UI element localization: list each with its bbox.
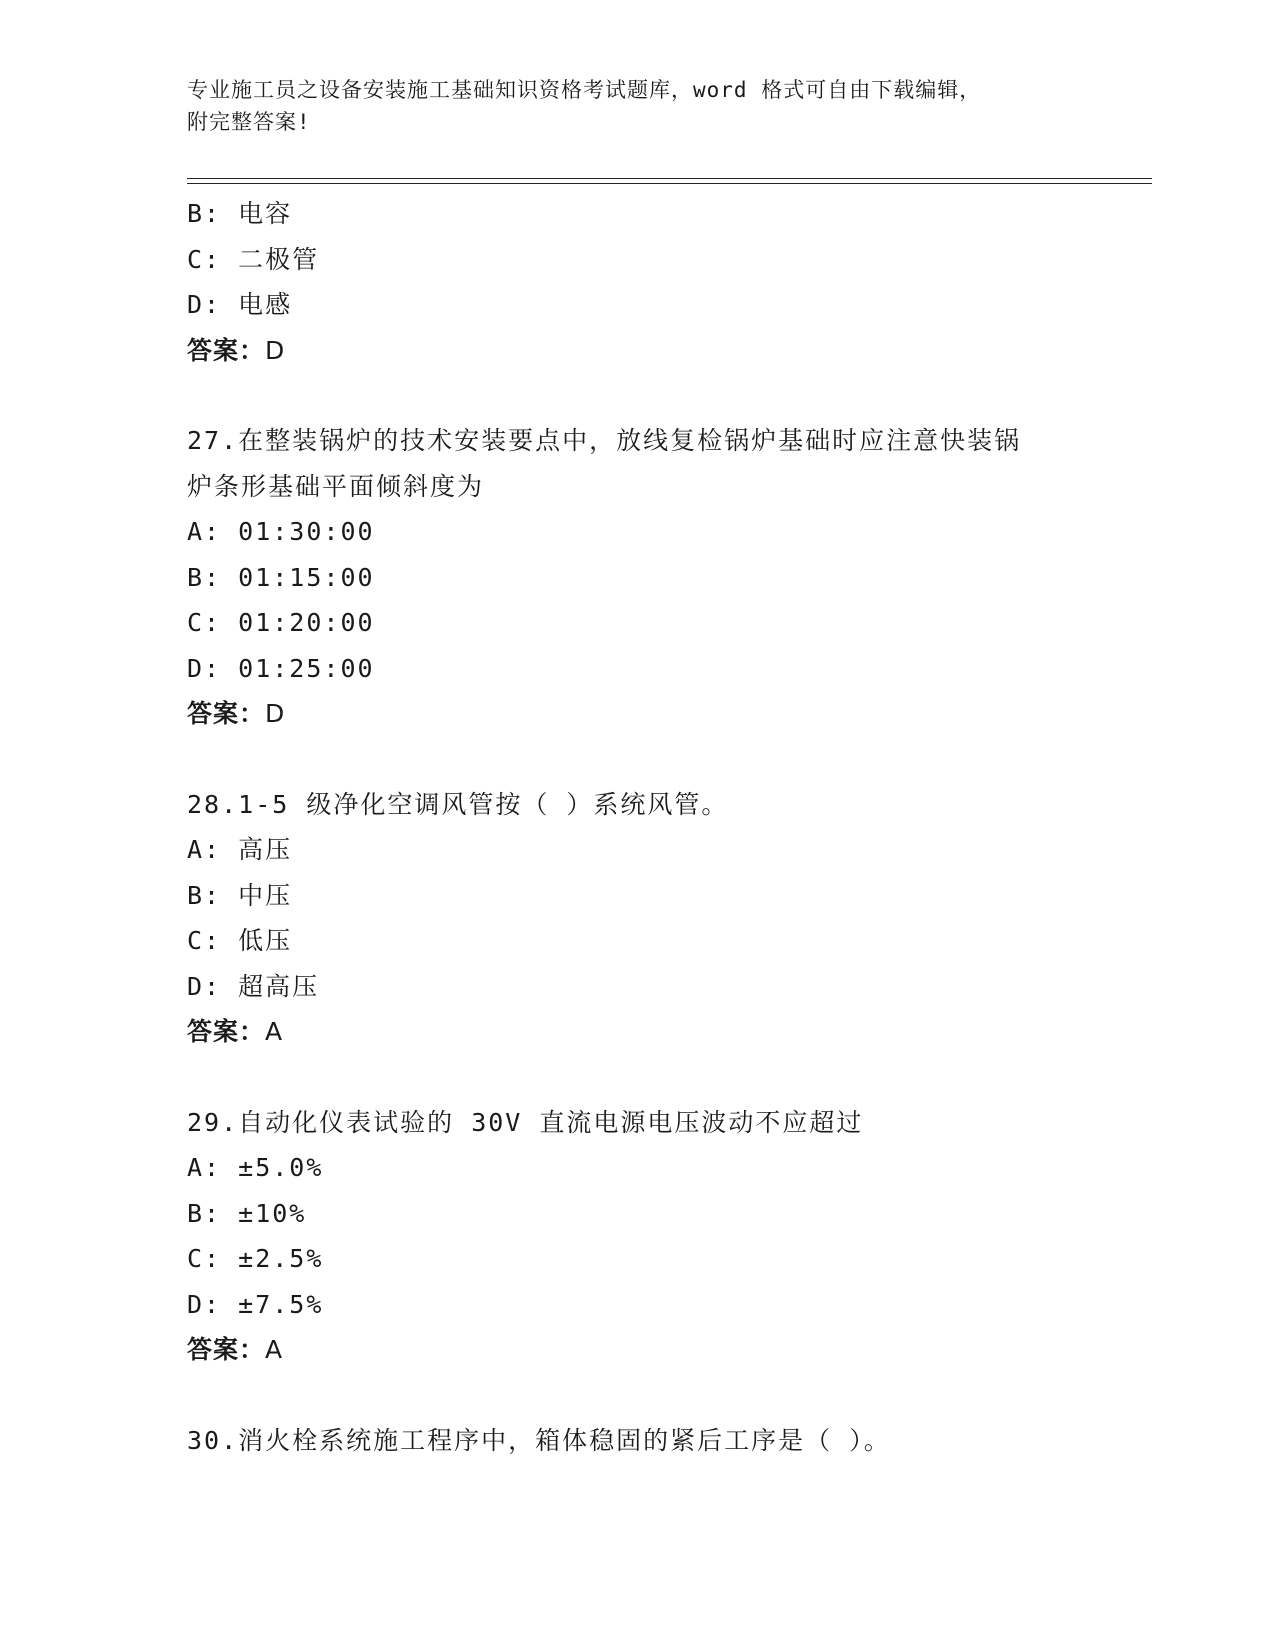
question-stem-line: 28.1-5 级净化空调风管按（ ）系统风管。	[187, 789, 729, 819]
question-29	[187, 1100, 1152, 1373]
option-d: D: ±7.5%	[187, 1289, 324, 1319]
option-b: B: 01:15:00	[187, 562, 375, 592]
option-b: B: 电容	[187, 199, 293, 228]
option-b: B: ±10%	[187, 1198, 307, 1228]
header-line-1: 专业施工员之设备安装施工基础知识资格考试题库，word 格式可自由下载编辑，	[187, 78, 982, 102]
question-stem-line: 29.自动化仪表试验的 30V 直流电源电压波动不应超过	[187, 1107, 864, 1137]
option-c: C: 01:20:00	[187, 608, 375, 637]
option-d: D: 电感	[187, 290, 293, 319]
option-c: C: 低压	[187, 926, 293, 955]
answer-line	[187, 691, 1152, 737]
question-stem-line: 30.消火栓系统施工程序中，箱体稳固的紧后工序是（ ）。	[187, 1425, 891, 1455]
question-28	[187, 782, 1152, 1055]
question-27	[187, 418, 1152, 737]
option-a: A: ±5.0%	[187, 1153, 324, 1182]
answer-label: 答案：	[187, 335, 266, 365]
answer-line	[187, 328, 1152, 374]
answer-value: D	[265, 335, 286, 365]
answer-line	[187, 1327, 1152, 1373]
answer-value: A	[265, 1335, 284, 1364]
header-divider-bottom	[187, 183, 1152, 184]
question-list	[187, 191, 1152, 1463]
answer-value: D	[265, 699, 286, 728]
question-26-continued	[187, 191, 1152, 373]
option-a: A: 01:30:00	[187, 517, 375, 546]
question-stem-line: 27.在整装锅炉的技术安装要点中，放线复检锅炉基础时应注意快装锅	[187, 426, 1022, 455]
header-line-2: 附完整答案!	[187, 110, 311, 134]
header-divider-top	[187, 178, 1152, 179]
question-stem-line: 炉条形基础平面倾斜度为	[187, 471, 485, 501]
option-c: C: 二极管	[187, 244, 320, 274]
option-c: C: ±2.5%	[187, 1244, 324, 1273]
document-header	[187, 74, 1087, 138]
question-30	[187, 1418, 1152, 1464]
option-b: B: 中压	[187, 880, 293, 910]
option-a: A: 高压	[187, 835, 293, 864]
answer-label: 答案：	[187, 1017, 266, 1046]
answer-value: A	[265, 1017, 284, 1046]
answer-line	[187, 1009, 1152, 1055]
option-d: D: 01:25:00	[187, 653, 375, 683]
answer-label: 答案：	[187, 699, 266, 728]
answer-label: 答案：	[187, 1335, 266, 1364]
option-d: D: 超高压	[187, 971, 320, 1001]
